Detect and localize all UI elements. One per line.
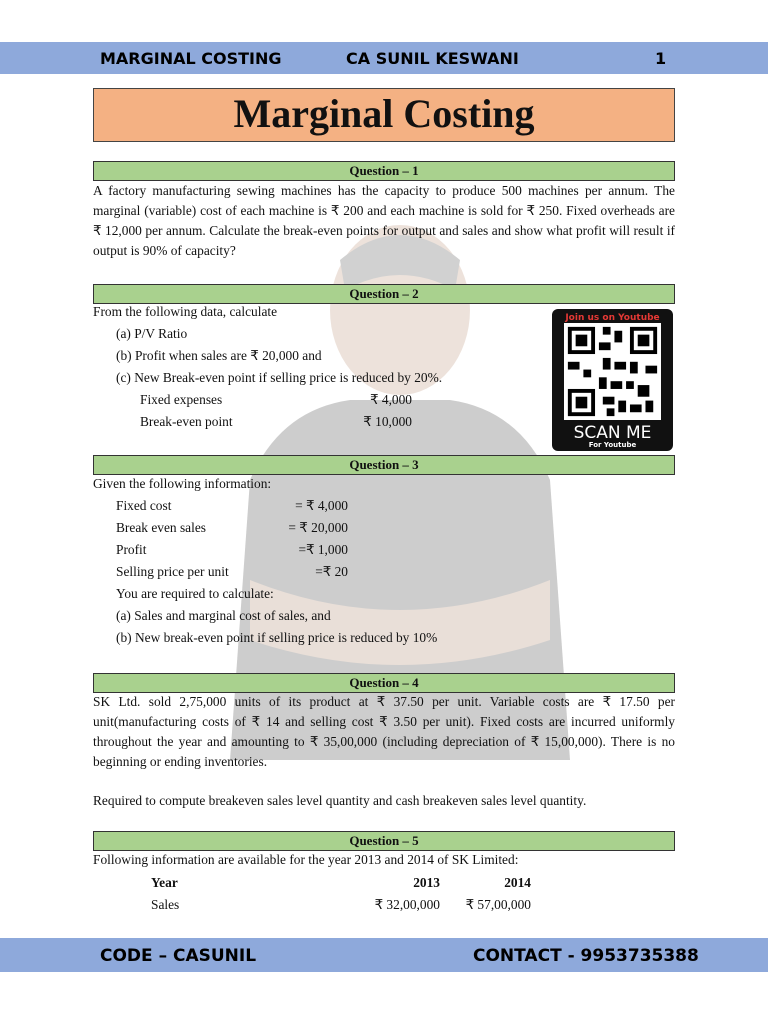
- question-3-data-value: = ₹ 20,000: [288, 520, 348, 535]
- question-2-data-label: Fixed expenses: [140, 392, 223, 407]
- header-author: CA SUNIL KESWANI: [346, 49, 519, 68]
- question-3-item: (b) New break-even point if selling price is reduced by 10%: [116, 630, 438, 645]
- table-header-2014: 2014: [504, 875, 531, 890]
- question-2-data-value: ₹ 4,000: [370, 392, 412, 407]
- question-3-data-label: Profit: [116, 542, 147, 557]
- qr-code-icon: [564, 323, 661, 420]
- question-1-text: A factory manufacturing sewing machines has the capacity to produce 500 machines per annum. The marginal (variable) cost of each machine is ₹ 200 and each machine is sold for ₹ 250. Fixed overheads are ₹ 12,000 per annum. Calculate the break-even points for output and sales and show what profit will result if output is 90% of capacity?: [93, 183, 675, 258]
- header-subject: MARGINAL COSTING: [100, 49, 282, 68]
- page-header: [0, 42, 768, 74]
- table-cell: ₹ 32,00,000: [374, 897, 440, 912]
- question-5-heading: Question – 5: [93, 831, 675, 851]
- question-3-data-label: Break even sales: [116, 520, 206, 535]
- question-3-intro: Given the following information:: [93, 476, 272, 491]
- table-row-label: Sales: [151, 897, 180, 912]
- question-2-item: (b) Profit when sales are ₹ 20,000 and: [116, 348, 322, 363]
- question-4-heading: Question – 4: [93, 673, 675, 693]
- qr-top-text: Join us on Youtube: [565, 313, 660, 323]
- question-2-data-value: ₹ 10,000: [363, 414, 412, 429]
- youtube-qr-card[interactable]: [552, 309, 673, 451]
- question-4-requirement: Required to compute breakeven sales level quantity and cash breakeven sales level quantity.: [93, 793, 587, 808]
- question-2-item: (a) P/V Ratio: [116, 326, 188, 341]
- question-3-data-label: Fixed cost: [116, 498, 172, 513]
- page-title: Marginal Costing: [93, 88, 675, 142]
- footer-code: CODE – CASUNIL: [100, 946, 257, 966]
- question-2-item: (c) New Break-even point if selling price is reduced by 20%.: [116, 370, 443, 385]
- question-4-text: SK Ltd. sold 2,75,000 units of its product at ₹ 37.50 per unit. Variable costs are ₹ 17.50 per unit(manufacturing costs of ₹ 14 and selling cost ₹ 3.50 per unit). Fixed costs are incurred uniformly throughout the year and amounting to ₹ 35,00,000 (including depreciation of ₹ 15,00,000). There is no beginning or ending inventories.: [93, 694, 675, 769]
- question-3-requirement: You are required to calculate:: [116, 586, 274, 601]
- question-2-intro: From the following data, calculate: [93, 304, 278, 319]
- table-cell: ₹ 57,00,000: [465, 897, 531, 912]
- question-5-intro: Following information are available for the year 2013 and 2014 of SK Limited:: [93, 852, 519, 867]
- question-1-heading: Question – 1: [93, 161, 675, 181]
- question-2-heading: Question – 2: [93, 284, 675, 304]
- qr-bottom-text: For Youtube: [588, 441, 637, 449]
- question-2-data-label: Break-even point: [140, 414, 233, 429]
- table-header-2013: 2013: [413, 875, 440, 890]
- question-3-data-value: =₹ 1,000: [298, 542, 348, 557]
- question-3-data-value: =₹ 20: [315, 564, 348, 579]
- question-3-data-label: Selling price per unit: [116, 564, 229, 579]
- footer-contact: CONTACT - 9953735388: [473, 946, 699, 966]
- page-footer: [0, 938, 768, 972]
- qr-scan-text: SCAN ME: [573, 423, 652, 443]
- question-3-heading: Question – 3: [93, 455, 675, 475]
- question-3-item: (a) Sales and marginal cost of sales, and: [116, 608, 331, 623]
- page-number: 1: [655, 49, 667, 68]
- table-header-year: Year: [151, 875, 178, 890]
- question-3-data-value: = ₹ 4,000: [295, 498, 348, 513]
